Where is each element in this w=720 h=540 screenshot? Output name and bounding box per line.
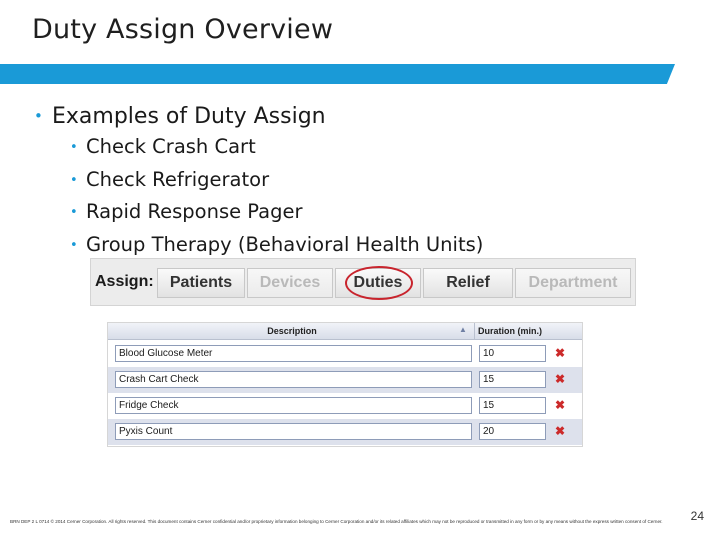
bullet-dot-icon: • [70, 205, 78, 220]
assign-label: Assign: [95, 273, 154, 290]
column-header-description[interactable]: Description [267, 326, 317, 336]
column-header-duration[interactable]: Duration (min.) [478, 326, 542, 336]
delete-icon[interactable]: ✖ [555, 346, 566, 360]
sub-bullet-text: Group Therapy (Behavioral Health Units) [86, 232, 484, 256]
title-accent-bar [0, 64, 675, 84]
bullet-dot-icon: • [70, 172, 78, 188]
sub-bullet-text: Rapid Response Pager [86, 200, 303, 223]
tab-patients[interactable]: Patients [157, 268, 245, 298]
description-field[interactable]: Pyxis Count [115, 423, 472, 440]
sort-ascending-icon[interactable]: ▲ [459, 325, 467, 334]
assign-tab-panel [90, 258, 636, 306]
table-row [108, 341, 582, 367]
table-header [108, 323, 582, 340]
bullet-heading-text: Examples of Duty Assign [52, 104, 326, 129]
sub-bullet-text: Check Crash Cart [86, 135, 256, 158]
tab-department: Department [515, 268, 631, 298]
duration-field[interactable]: 10 [479, 345, 546, 362]
bullet-dot-icon: • [70, 237, 78, 253]
description-field[interactable]: Fridge Check [115, 397, 472, 414]
sub-bullet-text: Check Refrigerator [86, 167, 270, 191]
footer-disclaimer: BRN DEP 2 L 0714 © 2014 Cerner Corporation. All rights reserved. This document contains Cerner confidential and/or proprietary information belonging to Cerner Corporation and/or its related affiliates which may not be reproduced or transmitted in any form or by any means without the express written consent of Cerner. [10, 519, 663, 524]
bullet-list [34, 103, 483, 262]
delete-icon[interactable]: ✖ [555, 398, 566, 412]
tab-relief[interactable]: Relief [423, 268, 513, 298]
tab-duties[interactable]: Duties [335, 268, 421, 298]
bullet-dot-icon: • [34, 107, 43, 125]
duty-table [107, 322, 583, 447]
sub-bullet-item [70, 197, 483, 230]
duration-field[interactable]: 15 [479, 397, 546, 414]
sub-bullet-list [70, 132, 483, 262]
page-number: 24 [690, 509, 704, 523]
slide-title: Duty Assign Overview [32, 14, 334, 45]
sub-bullet-item [70, 132, 483, 165]
sub-bullet-item [70, 165, 483, 198]
table-row [108, 419, 582, 445]
duration-field[interactable]: 15 [479, 371, 546, 388]
description-field[interactable]: Blood Glucose Meter [115, 345, 472, 362]
bullet-heading [34, 103, 483, 132]
duration-field[interactable]: 20 [479, 423, 546, 440]
column-divider [474, 323, 475, 340]
table-row [108, 367, 582, 393]
description-field[interactable]: Crash Cart Check [115, 371, 472, 388]
table-row [108, 393, 582, 419]
bullet-dot-icon: • [70, 140, 78, 155]
delete-icon[interactable]: ✖ [555, 424, 566, 438]
tab-devices: Devices [247, 268, 333, 298]
delete-icon[interactable]: ✖ [555, 372, 566, 386]
